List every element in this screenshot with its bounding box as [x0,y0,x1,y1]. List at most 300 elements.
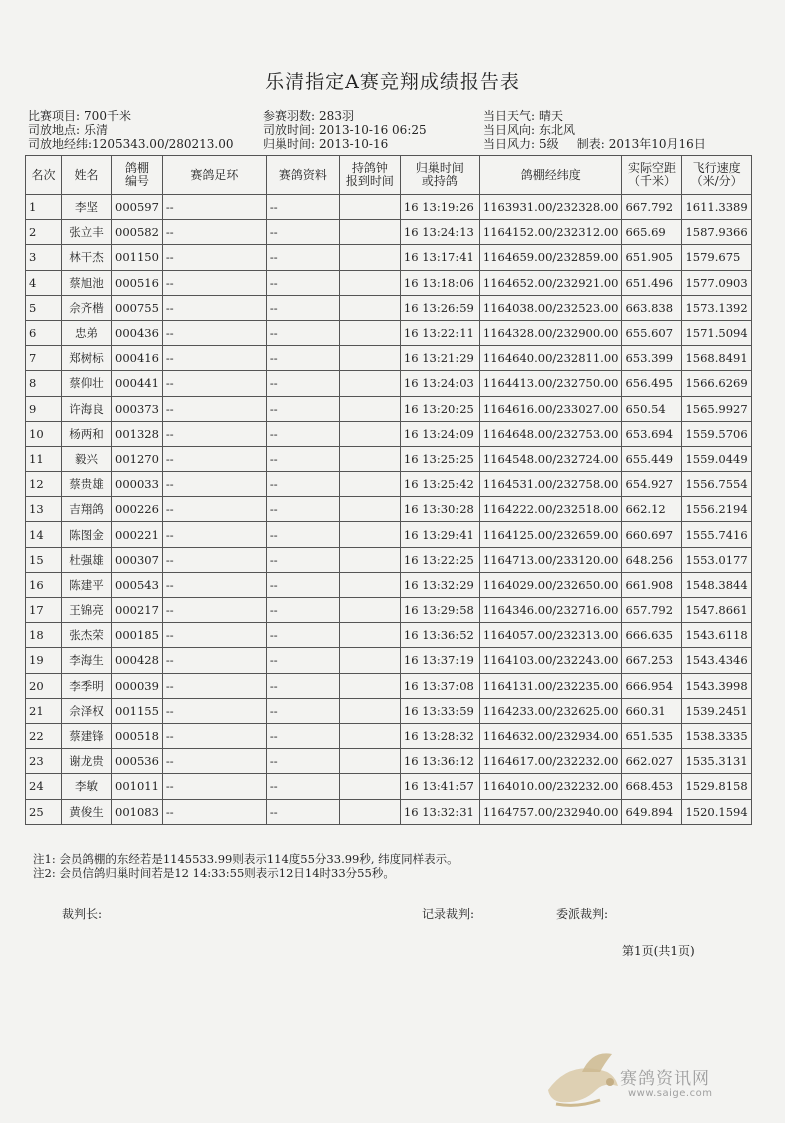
cell-loft-coordinates: 1164652.00/232921.00 [479,270,622,295]
meta-value: 283羽 [319,109,354,123]
cell-clock-time [339,572,400,597]
cell-ring: -- [162,723,266,748]
meta-value: 1205343.00/280213.00 [92,137,234,151]
cell-arrival-time: 16 13:29:58 [400,598,479,623]
header-loft-coordinates: 鸽棚经纬度 [479,156,622,195]
cell-ring: -- [162,572,266,597]
cell-distance: 667.792 [622,195,682,220]
cell-clock-time [339,295,400,320]
cell-pigeon-info: -- [266,320,339,345]
cell-loft-coordinates: 1164640.00/232811.00 [479,346,622,371]
cell-ring: -- [162,421,266,446]
table-row [26,648,752,673]
cell-loft-coordinates: 1164057.00/232313.00 [479,623,622,648]
cell-arrival-time: 16 13:36:12 [400,749,479,774]
header-name: 姓名 [62,156,112,195]
cell-arrival-time: 16 13:36:52 [400,623,479,648]
cell-rank: 18 [26,623,62,648]
meta-event [28,109,234,123]
cell-arrival-time: 16 13:28:32 [400,723,479,748]
cell-arrival-time: 16 13:32:31 [400,799,479,824]
cell-distance: 649.894 [622,799,682,824]
meta-value: 乐清 [84,123,109,137]
cell-speed: 1556.7554 [682,472,751,497]
cell-name: 吉翔鸽 [62,497,112,522]
table-row [26,547,752,572]
cell-rank: 2 [26,220,62,245]
cell-clock-time [339,723,400,748]
cell-ring: -- [162,270,266,295]
cell-ring: -- [162,698,266,723]
meta-return-time [263,137,427,151]
cell-clock-time [339,799,400,824]
meta-column-2 [263,109,427,151]
meta-label: 当日天气: [483,109,536,123]
cell-loft-coordinates: 1164413.00/232750.00 [479,371,622,396]
cell-pigeon-info: -- [266,270,339,295]
cell-clock-time [339,547,400,572]
notes [33,852,459,880]
table-row [26,774,752,799]
cell-speed: 1571.5094 [682,320,751,345]
cell-name: 蔡建锋 [62,723,112,748]
cell-pigeon-info: -- [266,195,339,220]
cell-name: 黄俊生 [62,799,112,824]
cell-arrival-time: 16 13:22:25 [400,547,479,572]
table-row [26,698,752,723]
meta-value: 东北风 [539,123,576,137]
cell-speed: 1543.4346 [682,648,751,673]
delegate-signature: 委派裁判: [556,907,609,921]
meta-release-location [28,123,234,137]
cell-name: 蔡贵雄 [62,472,112,497]
cell-speed: 1539.2451 [682,698,751,723]
cell-ring: -- [162,497,266,522]
cell-distance: 650.54 [622,396,682,421]
table-row [26,623,752,648]
cell-ring: -- [162,320,266,345]
cell-name: 张立丰 [62,220,112,245]
meta-value: 2013-10-16 [319,137,389,151]
cell-clock-time [339,522,400,547]
cell-loft-coordinates: 1164029.00/232650.00 [479,572,622,597]
cell-rank: 12 [26,472,62,497]
cell-rank: 13 [26,497,62,522]
cell-rank: 10 [26,421,62,446]
cell-clock-time [339,320,400,345]
meta-column-1 [28,109,234,151]
cell-pigeon-info: -- [266,749,339,774]
cell-loft-coordinates: 1164103.00/232243.00 [479,648,622,673]
cell-loft-number: 001328 [112,421,163,446]
cell-loft-number: 000039 [112,673,163,698]
cell-pigeon-info: -- [266,598,339,623]
cell-rank: 20 [26,673,62,698]
cell-name: 李海生 [62,648,112,673]
cell-rank: 23 [26,749,62,774]
cell-speed: 1543.3998 [682,673,751,698]
cell-pigeon-info: -- [266,547,339,572]
cell-loft-number: 000755 [112,295,163,320]
cell-clock-time [339,270,400,295]
meta-release-coordinates [28,137,234,151]
table-row [26,295,752,320]
cell-rank: 7 [26,346,62,371]
cell-arrival-time: 16 13:29:41 [400,522,479,547]
cell-speed: 1579.675 [682,245,751,270]
table-row [26,346,752,371]
cell-loft-coordinates: 1164222.00/232518.00 [479,497,622,522]
cell-speed: 1555.7416 [682,522,751,547]
cell-distance: 662.027 [622,749,682,774]
meta-value: 5级 [539,137,559,151]
cell-speed: 1587.9366 [682,220,751,245]
cell-distance: 662.12 [622,497,682,522]
cell-pigeon-info: -- [266,245,339,270]
cell-clock-time [339,195,400,220]
cell-loft-number: 000217 [112,598,163,623]
cell-distance: 660.697 [622,522,682,547]
cell-distance: 663.838 [622,295,682,320]
table-row [26,220,752,245]
cell-clock-time [339,220,400,245]
cell-pigeon-info: -- [266,623,339,648]
cell-distance: 666.954 [622,673,682,698]
cell-name: 蔡旭池 [62,270,112,295]
meta-label: 参赛羽数: [263,109,316,123]
cell-distance: 651.496 [622,270,682,295]
meta-value: 晴天 [539,109,564,123]
cell-clock-time [339,421,400,446]
cell-arrival-time: 16 13:20:25 [400,396,479,421]
cell-clock-time [339,673,400,698]
cell-pigeon-info: -- [266,220,339,245]
meta-label: 比赛项目: [28,109,81,123]
cell-loft-number: 000441 [112,371,163,396]
cell-loft-number: 000416 [112,346,163,371]
cell-name: 李坚 [62,195,112,220]
cell-arrival-time: 16 13:24:13 [400,220,479,245]
cell-name: 忠弟 [62,320,112,345]
cell-loft-coordinates: 1164010.00/232232.00 [479,774,622,799]
cell-ring: -- [162,295,266,320]
cell-speed: 1547.8661 [682,598,751,623]
meta-label: 司放时间: [263,123,316,137]
cell-name: 李季明 [62,673,112,698]
meta-label: 司放地经纬: [28,137,93,151]
cell-name: 佘齐楷 [62,295,112,320]
cell-speed: 1568.8491 [682,346,751,371]
cell-loft-number: 000221 [112,522,163,547]
cell-speed: 1538.3335 [682,723,751,748]
cell-ring: -- [162,472,266,497]
cell-clock-time [339,774,400,799]
cell-ring: -- [162,371,266,396]
cell-rank: 9 [26,396,62,421]
cell-distance: 648.256 [622,547,682,572]
cell-loft-coordinates: 1164328.00/232900.00 [479,320,622,345]
cell-speed: 1543.6118 [682,623,751,648]
made-date: 2013年10月16日 [608,137,706,151]
table-row [26,472,752,497]
cell-arrival-time: 16 13:37:19 [400,648,479,673]
cell-name: 王锦亮 [62,598,112,623]
cell-ring: -- [162,522,266,547]
cell-name: 杜强雄 [62,547,112,572]
cell-pigeon-info: -- [266,421,339,446]
cell-ring: -- [162,396,266,421]
cell-loft-number: 000428 [112,648,163,673]
cell-clock-time [339,623,400,648]
cell-arrival-time: 16 13:33:59 [400,698,479,723]
cell-speed: 1548.3844 [682,572,751,597]
cell-loft-number: 000597 [112,195,163,220]
cell-ring: -- [162,195,266,220]
header-arrival-time: 归巢时间 或持鸽 [400,156,479,195]
cell-loft-coordinates: 1163931.00/232328.00 [479,195,622,220]
cell-loft-number: 000582 [112,220,163,245]
cell-pigeon-info: -- [266,396,339,421]
cell-loft-coordinates: 1164713.00/233120.00 [479,547,622,572]
cell-distance: 656.495 [622,371,682,396]
cell-clock-time [339,749,400,774]
cell-speed: 1566.6269 [682,371,751,396]
cell-loft-number: 001155 [112,698,163,723]
cell-name: 谢龙贵 [62,749,112,774]
cell-loft-coordinates: 1164346.00/232716.00 [479,598,622,623]
watermark-url: www.saige.com [628,1088,713,1099]
header-rank: 名次 [26,156,62,195]
cell-pigeon-info: -- [266,371,339,396]
cell-rank: 21 [26,698,62,723]
meta-wind-force [483,137,706,151]
cell-distance: 651.535 [622,723,682,748]
cell-name: 蔡仰壮 [62,371,112,396]
cell-loft-coordinates: 1164616.00/233027.00 [479,396,622,421]
cell-rank: 16 [26,572,62,597]
cell-speed: 1520.1594 [682,799,751,824]
table-row [26,522,752,547]
meta-label: 司放地点: [28,123,81,137]
cell-arrival-time: 16 13:32:29 [400,572,479,597]
table-row [26,723,752,748]
meta-wind-direction [483,123,706,137]
cell-loft-number: 000436 [112,320,163,345]
table-row [26,799,752,824]
cell-rank: 4 [26,270,62,295]
cell-arrival-time: 16 13:37:08 [400,673,479,698]
cell-rank: 14 [26,522,62,547]
cell-rank: 11 [26,446,62,471]
cell-ring: -- [162,547,266,572]
cell-name: 陈建平 [62,572,112,597]
meta-weather [483,109,706,123]
table-row [26,673,752,698]
cell-loft-number: 000185 [112,623,163,648]
table-row [26,245,752,270]
cell-rank: 3 [26,245,62,270]
cell-loft-number: 000518 [112,723,163,748]
cell-clock-time [339,245,400,270]
cell-pigeon-info: -- [266,648,339,673]
table-row [26,371,752,396]
cell-rank: 22 [26,723,62,748]
watermark-text: 赛鸽资讯网 [620,1069,710,1089]
cell-loft-number: 000516 [112,270,163,295]
cell-arrival-time: 16 13:25:25 [400,446,479,471]
table-row [26,195,752,220]
cell-name: 佘泽权 [62,698,112,723]
cell-distance: 666.635 [622,623,682,648]
cell-loft-coordinates: 1164233.00/232625.00 [479,698,622,723]
meta-value: 700千米 [84,109,131,123]
cell-distance: 668.453 [622,774,682,799]
table-row [26,497,752,522]
cell-loft-number: 001150 [112,245,163,270]
cell-loft-number: 001270 [112,446,163,471]
cell-name: 张杰荣 [62,623,112,648]
cell-loft-number: 000033 [112,472,163,497]
cell-clock-time [339,472,400,497]
cell-distance: 661.908 [622,572,682,597]
table-row [26,446,752,471]
cell-pigeon-info: -- [266,472,339,497]
cell-loft-coordinates: 1164038.00/232523.00 [479,295,622,320]
table-row [26,572,752,597]
cell-loft-coordinates: 1164152.00/232312.00 [479,220,622,245]
cell-ring: -- [162,648,266,673]
cell-arrival-time: 16 13:19:26 [400,195,479,220]
cell-distance: 657.792 [622,598,682,623]
cell-loft-coordinates: 1164632.00/232934.00 [479,723,622,748]
cell-loft-coordinates: 1164757.00/232940.00 [479,799,622,824]
meta-entries [263,109,427,123]
cell-name: 李敏 [62,774,112,799]
cell-rank: 1 [26,195,62,220]
cell-pigeon-info: -- [266,346,339,371]
cell-speed: 1565.9927 [682,396,751,421]
meta-label: 当日风力: [483,137,536,151]
cell-loft-coordinates: 1164617.00/232232.00 [479,749,622,774]
cell-arrival-time: 16 13:30:28 [400,497,479,522]
cell-distance: 653.694 [622,421,682,446]
table-row [26,749,752,774]
header-clock-time: 持鸽钟 报到时间 [339,156,400,195]
recorder-signature: 记录裁判: [422,907,475,921]
cell-rank: 6 [26,320,62,345]
cell-loft-number: 000536 [112,749,163,774]
meta-label: 归巢时间: [263,137,316,151]
cell-ring: -- [162,446,266,471]
header-ring: 赛鸽足环 [162,156,266,195]
note-2: 注2: 会员信鸽归巢时间若是12 14:33:55则表示12日14时33分55秒。 [33,866,395,880]
cell-clock-time [339,497,400,522]
cell-clock-time [339,396,400,421]
cell-speed: 1559.0449 [682,446,751,471]
table-row [26,421,752,446]
cell-clock-time [339,598,400,623]
cell-rank: 25 [26,799,62,824]
cell-speed: 1573.1392 [682,295,751,320]
cell-pigeon-info: -- [266,522,339,547]
cell-name: 林干杰 [62,245,112,270]
cell-speed: 1553.0177 [682,547,751,572]
meta-label: 当日风向: [483,123,536,137]
cell-ring: -- [162,598,266,623]
cell-pigeon-info: -- [266,572,339,597]
cell-clock-time [339,648,400,673]
header-loft-number: 鸽棚 编号 [112,156,163,195]
header-pigeon-info: 赛鸽资料 [266,156,339,195]
made-label: 制表: [576,137,605,151]
cell-speed: 1535.3131 [682,749,751,774]
cell-pigeon-info: -- [266,698,339,723]
cell-arrival-time: 16 13:41:57 [400,774,479,799]
cell-speed: 1529.8158 [682,774,751,799]
cell-distance: 665.69 [622,220,682,245]
cell-ring: -- [162,346,266,371]
cell-name: 陈图金 [62,522,112,547]
cell-speed: 1556.2194 [682,497,751,522]
table-row [26,270,752,295]
cell-name: 郑树标 [62,346,112,371]
cell-rank: 8 [26,371,62,396]
cell-distance: 660.31 [622,698,682,723]
results-table [25,155,752,825]
cell-loft-number: 000373 [112,396,163,421]
cell-ring: -- [162,673,266,698]
cell-arrival-time: 16 13:25:42 [400,472,479,497]
cell-loft-number: 000226 [112,497,163,522]
cell-ring: -- [162,749,266,774]
cell-rank: 24 [26,774,62,799]
cell-loft-coordinates: 1164659.00/232859.00 [479,245,622,270]
cell-pigeon-info: -- [266,774,339,799]
header-distance: 实际空距 （千米） [622,156,682,195]
cell-pigeon-info: -- [266,673,339,698]
table-row [26,396,752,421]
cell-arrival-time: 16 13:17:41 [400,245,479,270]
cell-loft-coordinates: 1164131.00/232235.00 [479,673,622,698]
meta-column-3 [483,109,706,151]
meta-release-time [263,123,427,137]
cell-clock-time [339,371,400,396]
report-title: 乐清指定A赛竞翔成绩报告表 [265,71,520,93]
cell-distance: 651.905 [622,245,682,270]
header-speed: 飞行速度 （米/分） [682,156,751,195]
cell-pigeon-info: -- [266,799,339,824]
cell-clock-time [339,346,400,371]
cell-arrival-time: 16 13:18:06 [400,270,479,295]
table-row [26,320,752,345]
cell-loft-coordinates: 1164531.00/232758.00 [479,472,622,497]
cell-pigeon-info: -- [266,497,339,522]
page-number: 第1页(共1页) [622,944,695,958]
cell-ring: -- [162,799,266,824]
cell-loft-number: 001083 [112,799,163,824]
table-header-row [26,156,752,195]
cell-ring: -- [162,220,266,245]
cell-arrival-time: 16 13:24:03 [400,371,479,396]
cell-name: 许海良 [62,396,112,421]
cell-clock-time [339,446,400,471]
cell-rank: 17 [26,598,62,623]
cell-name: 毅兴 [62,446,112,471]
cell-loft-number: 000307 [112,547,163,572]
cell-pigeon-info: -- [266,295,339,320]
cell-arrival-time: 16 13:26:59 [400,295,479,320]
cell-loft-number: 001011 [112,774,163,799]
